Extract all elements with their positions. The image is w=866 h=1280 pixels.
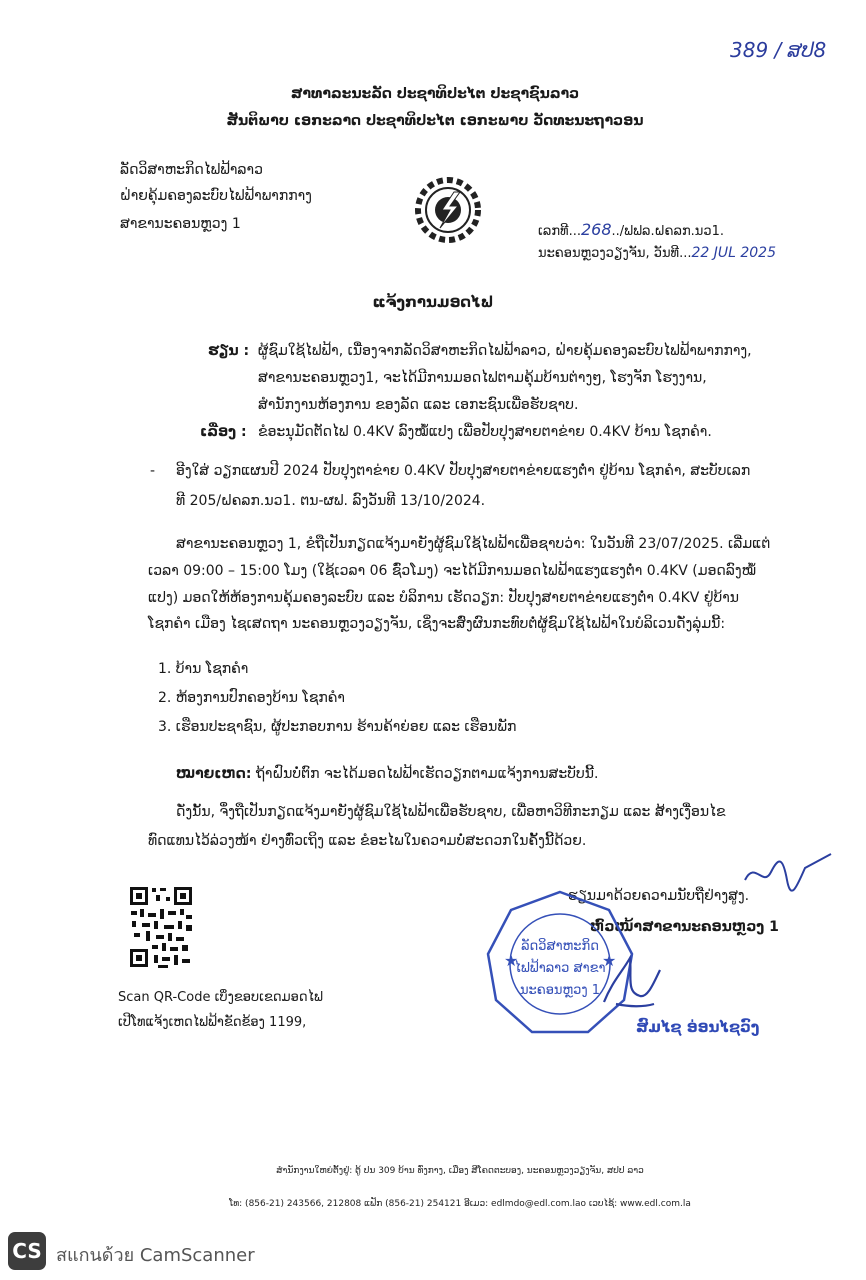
stamp-inner-line2: ໄຟຟ້າລາວ ສາຂາ — [514, 961, 606, 976]
reference-number-suffix: /ຟຟລ.ຝຄລກ.ນວ1. — [619, 224, 724, 239]
reference-line2: ທີ 205/ຝຄລກ.ນວ1. ຕນ-ຜຟ. ລົງວັນທີ 13/10/2024. — [176, 493, 486, 509]
note-label: ໝາຍເຫດ: — [176, 766, 252, 782]
qr-code[interactable] — [128, 885, 194, 975]
org-department: ຝ່າຍຄຸ້ມຄອງລະບົບໄຟຟ້າພາກກາງ — [120, 188, 312, 204]
body-line4: ໂຊກຄຳ ເມືອງ ໄຊເສດຖາ ນະຄອນຫຼວງວຽງຈັນ, ເຊິ່ງຈະສົ່ງຜົນກະທົບຕໍ່ຜູ້ຊົມໃຊ້ໄຟຟ້າໃນບໍລິເວນດັ່ງລຸ່ມນີ້: — [148, 616, 726, 632]
reference-number: ເລກທີ...268../ຟຟລ.ຝຄລກ.ນວ1. — [538, 220, 724, 239]
body-line1: ສາຂານະຄອນຫຼວງ 1, ຂໍຖືເປັນກຽດແຈ້ງມາຍັງຜູ້ຊົມໃຊ້ໄຟຟ້າເພື່ອຊາບວ່າ: ໃນວັນທີ 23/07/2025. ເລີ່ມແຕ່ — [176, 536, 771, 552]
camscanner-logo: CS — [8, 1232, 46, 1270]
stamp-inner-line1: ລັດວິສາຫະກິດ — [521, 939, 599, 954]
footer-contact: ໂທ: (856-21) 243566, 212808 ແຟັກ (856-21) 254121 ອີເມວ: edlmdo@edl.com.lao ເວບໄຊ້: www.edl.com.la — [229, 1199, 691, 1209]
camscanner-text: สแกนด้วย CamScanner — [56, 1245, 255, 1266]
body-line2: ເວລາ 09:00 – 15:00 ໂມງ (ໃຊ້ເວລາ 06 ຊົ່ວໂມງ) ຈະໄດ້ມີການມອດໄຟຟ້າແຮງແຮງຕໍ່າ 0.4KV (ມອດລົງໝໍ້ — [148, 563, 757, 579]
to-label: ຮຽນ : — [208, 343, 250, 359]
to-line2: ສາຂານະຄອນຫຼວງ1, ຈະໄດ້ມີການມອດໄຟຕາມຄຸ້ມບ້ານຕ່າງໆ, ໂຮງຈັກ ໂຮງງານ, — [258, 370, 707, 386]
reference-line1: ອີງໃສ່ ວຽກແຜນປີ 2024 ປັບປຸງຕາຂ່າຍ 0.4KV ປັບປຸງສາຍຕາຂ່າຍແຮງຕໍ່າ ຢູ່ບ້ານ ໂຊກຄຳ, ສະບັບເລກ — [176, 463, 751, 479]
qr-caption-line1: Scan QR-Code ເບິ່ງຂອບເຂດມອດໄຟ — [118, 990, 323, 1005]
signer-name: ສົມໄຊ ອ່ອນໄຊວົງ — [636, 1018, 760, 1036]
signature — [596, 952, 676, 1022]
signature-initial — [735, 850, 835, 902]
to-line1: ຜູ້ຊົມໃຊ້ໄຟຟ້າ, ເນື່ອງຈາກລັດວິສາຫະກິດໄຟຟ້າລາວ, ຝ່າຍຄຸ້ມຄອງລະບົບໄຟຟ້າພາກກາງ, — [258, 343, 752, 359]
closing-regards: ຮຽນມາດ້ວຍຄວາມນັບຖືຢ່າງສູງ. — [568, 888, 750, 904]
list-item: 3. ເຮືອນປະຊາຊົນ, ຜູ້ປະກອບການ ຮ້ານຄ້າຍ່ອຍ ແລະ ເຮືອນພັກ — [158, 719, 517, 735]
reference-date-prefix: ນະຄອນຫຼວງວຽງຈັນ, ວັນທີ — [538, 246, 680, 261]
reference-date-handwritten: 22 JUL 2025 — [691, 245, 776, 261]
footer-address: ສຳນັກງານໃຫຍ່ຕັ້ງຢູ່: ຕູ້ ປນ 309 ບ້ານ ທົ່ງກາງ, ເມືອງ ສີໂຄດຕະບອງ, ນະຄອນຫຼວງວຽງຈັນ, ສປປ ລາວ — [276, 1166, 644, 1176]
closing-line1: ດັ່ງນັ້ນ, ຈຶ່ງຖືເປັນກຽດແຈ້ງມາຍັງຜູ້ຊົມໃຊ້ໄຟຟ້າເພື່ອຮັບຊາບ, ເພື່ອຫາວິທີກະກຽມ ແລະ ສ້າງເງື່ອນໄຂ — [176, 804, 726, 820]
list-item: 1. ບ້ານ ໂຊກຄຳ — [158, 661, 249, 677]
body-line3: ແປງ) ມອດໃຫ້ຫ້ອງການຄຸ້ມຄອງລະບົບ ແລະ ບໍລິການ ເຮັດວຽກ: ປັບປຸງສາຍຕາຂ່າຍແຮງຕໍ່າ 0.4KV ຢູ່ບ້ານ — [148, 590, 739, 606]
national-header-line2: ສັນຕິພາບ ເອກະລາດ ປະຊາທິປະໄຕ ເອກະພາບ ວັດທະນະຖາວອນ — [226, 113, 644, 129]
subject-label: ເລື່ອງ : — [200, 424, 247, 440]
to-line3: ສຳນັກງານຫ້ອງການ ຂອງລັດ ແລະ ເອກະຊົນເພື່ອຮັບຊາບ. — [258, 397, 579, 413]
handwritten-reference: 389 / ສປ8 — [730, 38, 827, 62]
org-name: ລັດວິສາຫະກິດໄຟຟ້າລາວ — [120, 162, 263, 178]
note-text: ຖ້າຝົນບໍ່ຕົກ ຈະໄດ້ມອດໄຟຟ້າເຮັດວຽກຕາມແຈ້ງການສະບັບນີ້. — [255, 766, 599, 782]
reference-number-prefix: ເລກທີ — [538, 224, 569, 239]
stamp-inner-line3: ນະຄອນຫຼວງ 1 — [519, 983, 601, 998]
document-title: ແຈ້ງການມອດໄຟ — [372, 293, 494, 311]
list-item: 2. ຫ້ອງການປົກຄອງບ້ານ ໂຊກຄຳ — [158, 690, 345, 706]
org-branch: ສາຂານະຄອນຫຼວງ 1 — [120, 216, 241, 232]
signer-title: ຫົວໜ້າສາຂານະຄອນຫຼວງ 1 — [590, 919, 779, 935]
national-header-line1: ສາທາລະນະລັດ ປະຊາທິປະໄຕ ປະຊາຊົນລາວ — [290, 86, 580, 102]
reference-bullet: - — [150, 463, 156, 479]
subject-text: ຂໍອະນຸມັດຕັດໄຟ 0.4KV ລົງໝໍ້ແປງ ເພື່ອປັບປຸງສາຍຕາຂ່າຍ 0.4KV ບ້ານ ໂຊກຄຳ. — [258, 424, 712, 440]
closing-line2: ທົດແທນໄວ້ລ່ວງໜ້າ ຢ່າງທົ່ວເຖິງ ແລະ ຂໍອະໄພໃນຄວາມບໍ່ສະດວກໃນຄັ້ງນີ້ດ້ວຍ. — [148, 833, 587, 849]
svg-text:★: ★ — [504, 951, 519, 970]
reference-number-handwritten: 268 — [580, 220, 612, 239]
svg-text:★: ★ — [602, 951, 617, 970]
edl-logo — [410, 172, 486, 248]
note — [176, 766, 598, 782]
reference-date: ນະຄອນຫຼວງວຽງຈັນ, ວັນທີ...22 JUL 2025 — [538, 245, 776, 261]
qr-caption-line2: ເປີໂທແຈ້ງເຫດໄຟຟ້າຂັດຂ້ອງ 1199, — [118, 1015, 307, 1030]
